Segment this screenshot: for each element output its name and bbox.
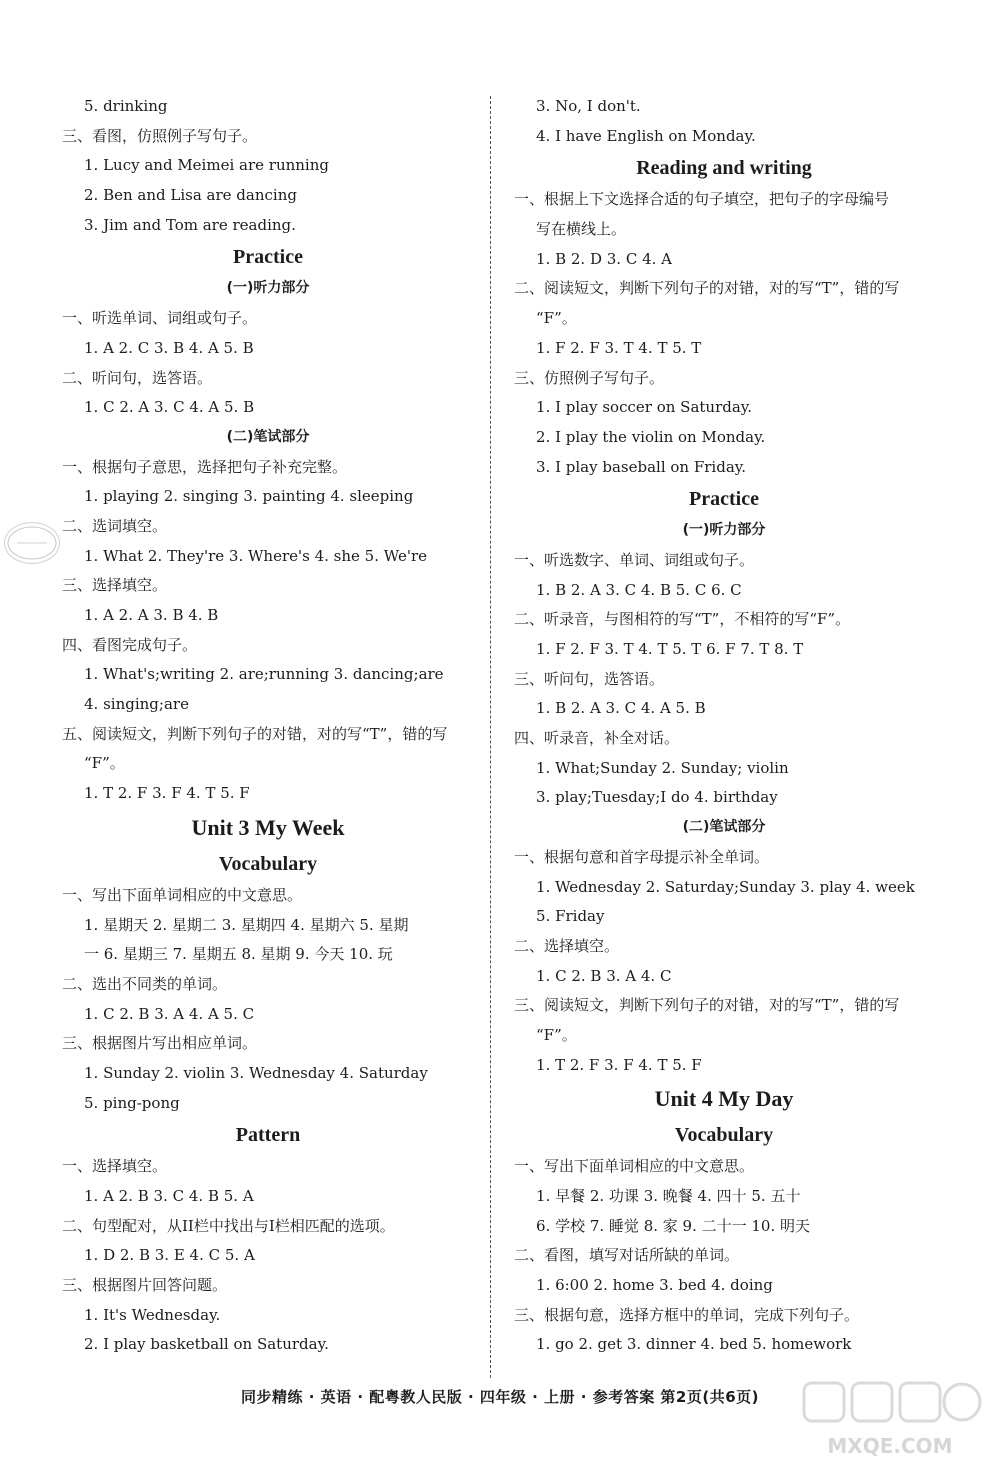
section-heading: 四、看图完成句子。	[62, 635, 198, 654]
answer-line: 1. A 2. B 3. C 4. B 5. A	[84, 1187, 254, 1205]
answer-line: 2. I play basketball on Saturday.	[84, 1335, 329, 1354]
column-divider	[490, 96, 491, 1378]
answer-line: 1. go 2. get 3. dinner 4. bed 5. homework	[536, 1335, 852, 1354]
part-title: Vocabulary	[674, 1124, 774, 1147]
answer-line: 1. T 2. F 3. F 4. T 5. F	[536, 1055, 702, 1074]
answer-line: 1. 星期天 2. 星期二 3. 星期四 4. 星期六 5. 星期	[84, 915, 409, 934]
section-heading: 三、看图，仿照例子写句子。	[62, 126, 258, 145]
answer-line: 1. What;Sunday 2. Sunday; violin	[536, 758, 789, 777]
answer-line: 5. ping-pong	[84, 1093, 180, 1112]
section-heading: 三、根据图片写出相应单词。	[62, 1034, 258, 1053]
part-title: Practice	[689, 488, 759, 511]
answer-line: 1. Wednesday 2. Saturday;Sunday 3. play 4. week	[536, 877, 915, 896]
section-heading: 二、阅读短文，判断下列句子的对错，对的写“T”，错的写	[514, 279, 900, 298]
subpart-title: (一)听力部分	[226, 280, 310, 297]
answer-line: 1. D 2. B 3. E 4. C 5. A	[84, 1246, 255, 1265]
answer-line: 2. I play the violin on Monday.	[536, 427, 766, 446]
section-heading: 一、写出下面单词相应的中文意思。	[62, 885, 303, 904]
left-column	[62, 92, 474, 1360]
answer-line: 1. C 2. B 3. A 4. A 5. C	[84, 1004, 255, 1023]
part-title: Pattern	[235, 1124, 301, 1147]
answer-line: 1. I play soccer on Saturday.	[536, 398, 753, 417]
answer-line: 1. F 2. F 3. T 4. T 5. T 6. F 7. T 8. T	[536, 640, 804, 658]
section-heading: 二、选词填空。	[62, 516, 168, 535]
subpart-title: (二)笔试部分	[226, 428, 310, 445]
answer-line: 1. T 2. F 3. F 4. T 5. F	[84, 784, 250, 803]
right-column	[514, 92, 934, 1360]
section-heading: 三、根据图片回答问题。	[62, 1276, 228, 1295]
stamp-mark	[4, 522, 60, 564]
unit-title: Unit 3 My Week	[191, 814, 345, 840]
answer-line: 1. B 2. D 3. C 4. A	[536, 249, 672, 268]
section-heading: 二、句型配对，从II栏中找出与I栏相匹配的选项。	[62, 1216, 395, 1235]
answer-line: 3. Jim and Tom are reading.	[84, 215, 296, 234]
section-heading: 三、根据句意，选择方框中的单词，完成下列句子。	[514, 1305, 860, 1324]
section-heading: 一、听选单词、词组或句子。	[62, 309, 258, 328]
answer-line: 1. F 2. F 3. T 4. T 5. T	[536, 338, 702, 357]
answer-line: 1. Lucy and Meimei are running	[84, 156, 329, 175]
answer-line: 4. singing;are	[84, 695, 189, 714]
section-heading: 一、写出下面单词相应的中文意思。	[514, 1157, 755, 1176]
section-heading-continued: “F”。	[536, 309, 577, 328]
section-heading: 一、选择填空。	[62, 1157, 168, 1176]
section-heading: 五、阅读短文，判断下列句子的对错，对的写“T”，错的写	[62, 724, 448, 743]
section-heading: 三、仿照例子写句子。	[514, 368, 665, 387]
answer-line: 1. playing 2. singing 3. painting 4. sleeping	[84, 487, 414, 506]
section-heading: 二、听录音，与图相符的写“T”，不相符的写“F”。	[514, 610, 851, 629]
section-heading: 一、根据句意和首字母提示补全单词。	[514, 847, 770, 866]
answer-line: 3. play;Tuesday;I do 4. birthday	[536, 788, 778, 807]
section-heading-continued: “F”。	[536, 1025, 577, 1044]
answer-line: 5. drinking	[84, 97, 168, 115]
answer-line: 3. I play baseball on Friday.	[536, 457, 747, 476]
watermark-text: MXQE.COM	[827, 1434, 953, 1458]
answer-line: 6. 学校 7. 睡觉 8. 家 9. 二十一 10. 明天	[536, 1216, 811, 1235]
answer-line: 1. 早餐 2. 功课 3. 晚餐 4. 四十 5. 五十	[536, 1187, 801, 1205]
section-heading: 二、看图，填写对话所缺的单词。	[514, 1246, 740, 1265]
answer-line: 3. No, I don't.	[536, 97, 641, 115]
answer-line: 1. 6:00 2. home 3. bed 4. doing	[536, 1276, 773, 1295]
part-title: Practice	[233, 246, 303, 269]
section-heading: 三、阅读短文，判断下列句子的对错，对的写“T”，错的写	[514, 996, 900, 1015]
section-heading: 二、选出不同类的单词。	[62, 974, 228, 993]
answer-line: 4. I have English on Monday.	[536, 126, 756, 145]
answer-line: 1. C 2. A 3. C 4. A 5. B	[84, 398, 255, 417]
answer-line: 1. C 2. B 3. A 4. C	[536, 966, 672, 985]
answer-line: 1. A 2. C 3. B 4. A 5. B	[84, 338, 254, 357]
section-heading: 一、根据上下文选择合适的句子填空，把句子的字母编号	[514, 190, 890, 209]
answer-line: 1. It's Wednesday.	[84, 1305, 221, 1324]
subpart-title: (一)听力部分	[682, 522, 766, 539]
watermark-logo	[796, 1379, 984, 1461]
section-heading-continued: 写在横线上。	[536, 220, 627, 239]
section-heading: 一、根据句子意思，选择把句子补充完整。	[62, 457, 348, 476]
unit-title: Unit 4 My Day	[654, 1086, 794, 1112]
section-heading: 二、听问句，选答语。	[62, 368, 213, 387]
answer-line: 1. A 2. A 3. B 4. B	[84, 606, 219, 624]
section-heading: 三、听问句，选答语。	[514, 669, 665, 688]
part-title: Vocabulary	[218, 852, 318, 875]
page-footer: 同步精练 · 英语 · 配粤教人民版 · 四年级 · 上册 · 参考答案 第2页(共6页)	[240, 1388, 760, 1406]
section-heading: 二、选择填空。	[514, 936, 620, 955]
answer-line: 1. Sunday 2. violin 3. Wednesday 4. Saturday	[84, 1063, 428, 1082]
answer-line: 1. B 2. A 3. C 4. B 5. C 6. C	[536, 580, 742, 599]
section-heading-continued: “F”。	[84, 754, 125, 773]
answer-line: 1. B 2. A 3. C 4. A 5. B	[536, 699, 706, 718]
answer-line: 2. Ben and Lisa are dancing	[84, 186, 297, 205]
answer-line: 一 6. 星期三 7. 星期五 8. 星期 9. 今天 10. 玩	[84, 945, 393, 964]
answer-line: 1. What 2. They're 3. Where's 4. she 5. We're	[84, 546, 428, 565]
section-heading: 四、听录音，补全对话。	[514, 729, 680, 748]
section-heading: 三、选择填空。	[62, 576, 168, 595]
answer-line: 5. Friday	[536, 907, 605, 926]
section-heading: 一、听选数字、单词、词组或句子。	[514, 550, 755, 569]
subpart-title: (二)笔试部分	[682, 819, 766, 836]
part-title: Reading and writing	[636, 157, 812, 180]
answer-line: 1. What's;writing 2. are;running 3. dancing;are	[84, 665, 444, 684]
